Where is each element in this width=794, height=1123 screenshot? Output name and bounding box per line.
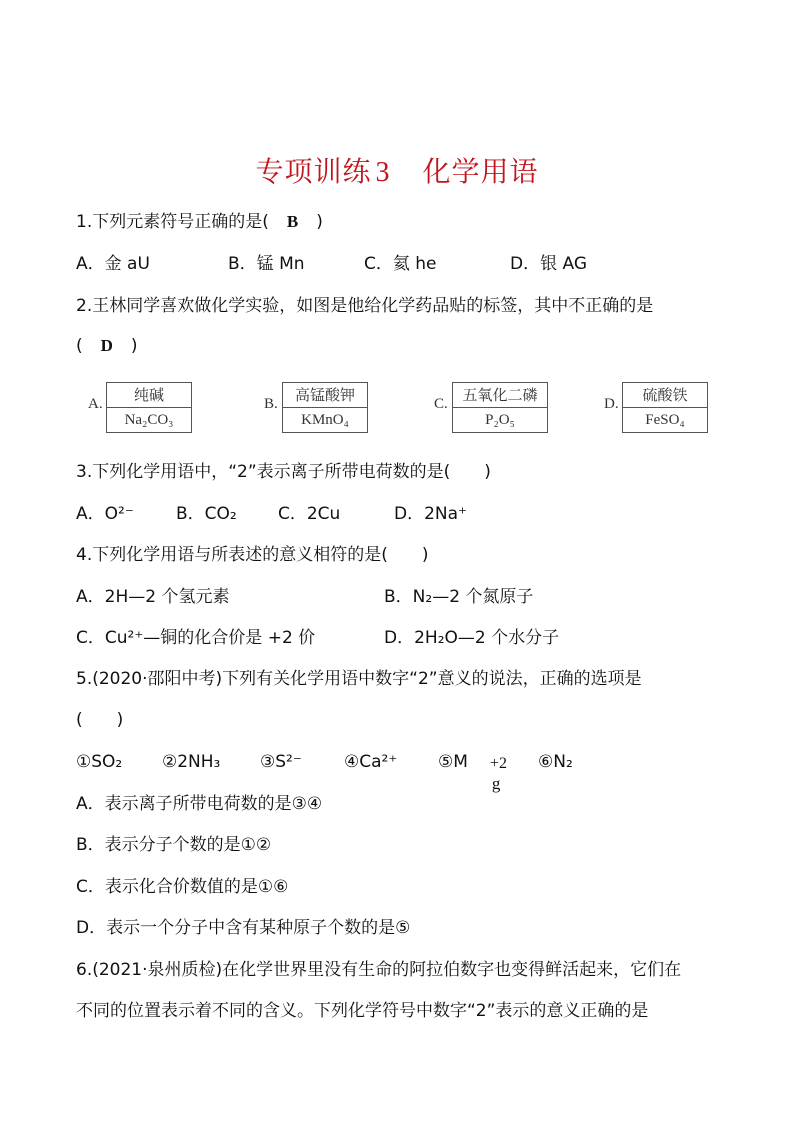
q5-symbol-4: ④Ca²⁺ xyxy=(344,752,398,772)
label-d-box xyxy=(622,382,708,433)
label-a-name: 纯碱 xyxy=(107,383,191,408)
q4-option-d: D．2H₂O—2 个水分子 xyxy=(384,628,560,648)
q1-option-d: D．银 AG xyxy=(510,254,587,274)
question-6-line1: 6.(2021·泉州质检)在化学世界里没有生命的阿拉伯数字也变得鲜活起来，它们在 xyxy=(76,960,682,980)
q5-symbol-2: ②2NH₃ xyxy=(162,752,221,772)
q4-option-c: C．Cu²⁺—铜的化合价是 +2 价 xyxy=(76,628,316,648)
question-5-paren: ( ) xyxy=(76,710,124,730)
q3-option-a: A．O²⁻ xyxy=(76,504,134,524)
q3-option-d: D．2Na⁺ xyxy=(394,504,468,524)
label-b-formula: KMnO₄ xyxy=(301,412,349,428)
question-2-stem: 2.王林同学喜欢做化学实验，如图是他给化学药品贴的标签，其中不正确的是 xyxy=(76,296,654,316)
answer-2: D xyxy=(100,336,113,355)
label-a-formula: Na₂CO₃ xyxy=(124,412,174,428)
title-topic: 化学用语 xyxy=(422,155,539,188)
q3-option-b: B．CO₂ xyxy=(176,504,237,524)
question-1-stem: 1.下列元素符号正确的是( B ) xyxy=(76,212,323,232)
question-6-line2: 不同的位置表示着不同的含义。下列化学符号中数字“2”表示的意义正确的是 xyxy=(76,1001,649,1021)
q5-option-d: D．表示一个分子中含有某种原子个数的是⑤ xyxy=(76,918,411,938)
label-d-name: 硫酸铁 xyxy=(623,383,707,408)
label-b-name: 高锰酸钾 xyxy=(283,383,367,408)
q5-symbol-5: ⑤M g +2 xyxy=(438,752,507,793)
q4-option-b: B．N₂—2 个氮原子 xyxy=(384,587,534,607)
label-b-box xyxy=(282,382,368,433)
question-5-stem: 5.(2020·邵阳中考)下列有关化学用语中数字“2”意义的说法，正确的选项是 xyxy=(76,669,642,689)
question-3-stem: 3.下列化学用语中，“2”表示离子所带电荷数的是( ) xyxy=(76,462,491,482)
question-4-stem: 4.下列化学用语与所表述的意义相符的是( ) xyxy=(76,545,429,565)
title-text: 专项训练 xyxy=(255,155,372,188)
label-a-box xyxy=(106,382,192,433)
answer-1: B xyxy=(286,212,299,231)
page-title xyxy=(0,150,794,190)
q5-option-a: A．表示离子所带电荷数的是③④ xyxy=(76,794,323,814)
q5-symbol-6: ⑥N₂ xyxy=(538,752,573,772)
label-d-formula: FeSO₄ xyxy=(645,412,685,428)
q5-symbol-1: ①SO₂ xyxy=(76,752,123,772)
q4-option-a: A．2H—2 个氢元素 xyxy=(76,587,230,607)
title-number: 3 xyxy=(375,157,391,188)
q1-option-a: A．金 aU xyxy=(76,254,150,274)
q1-option-b: B．锰 Mn xyxy=(228,254,305,274)
q3-option-c: C．2Cu xyxy=(278,504,341,524)
label-c-box xyxy=(452,382,548,433)
q5-option-c: C．表示化合价数值的是①⑥ xyxy=(76,877,289,897)
q5-option-b: B．表示分子个数的是①② xyxy=(76,835,272,855)
label-c-name: 五氧化二磷 xyxy=(453,383,547,408)
question-2-answer: ( D ) xyxy=(76,336,138,356)
q1-option-c: C．氦 he xyxy=(364,254,437,274)
q5-symbol-3: ③S²⁻ xyxy=(260,752,302,772)
label-c-formula: P₂O₅ xyxy=(485,412,515,428)
